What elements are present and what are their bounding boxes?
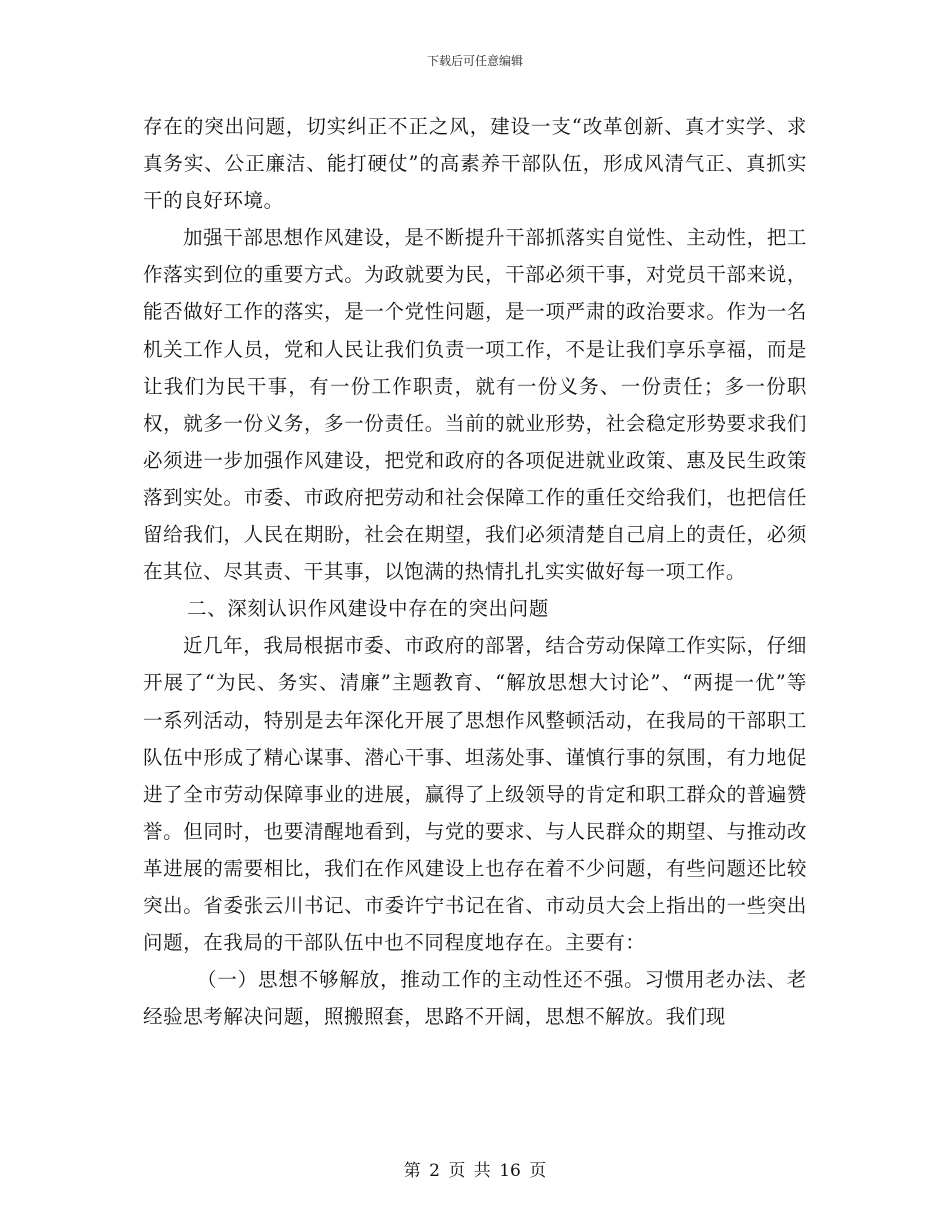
paragraph-3: 近几年，我局根据市委、市政府的部署，结合劳动保障工作实际，仔细开展了“为民、务实、清廉”主题教育、“解放思想大讨论”、“两提一优”等一系列活动，特别是去年深化开展了思想作风整顿活动，在我局的干部职工队伍中形成了精心谋事、潜心干事、坦荡处事、谨慎行事的氛围，有力地促进了全市劳动保障事业的进展，赢得了上级领导的肯定和职工群众的普遍赞誉。但同时，也要清醒地看到，与党的要求、与人民群众的期望、与推动改革进展的需要相比，我们在作风建设上也存在着不少问题，有些问题还比较突出。省委张云川书记、市委许宁书记在省、市动员大会上指出的一些突出问题，在我局的干部队伍中也不同程度地存在。主要有： [143, 634, 807, 955]
section-heading-2: 二、深刻认识作风建设中存在的突出问题 [187, 597, 549, 621]
page-footer: 第 2 页 共 16 页 [403, 1161, 547, 1181]
paragraph-1: 存在的突出问题，切实纠正不正之风，建设一支“改革创新、真才实学、求真务实、公正廉洁、能打硬仗”的高素养干部队伍，形成风清气正、真抓实干的良好环境。 [143, 115, 807, 213]
document-body [143, 108, 807, 1035]
paragraph-4: （一）思想不够解放，推动工作的主动性还不强。习惯用老办法、老经验思考解决问题，照搬照套，思路不开阔，思想不解放。我们现 [143, 968, 807, 1029]
paragraph-2: 加强干部思想作风建设，是不断提升干部抓落实自觉性、主动性，把工作落实到位的重要方式。为政就要为民，干部必须干事，对党员干部来说，能否做好工作的落实，是一个党性问题，是一项严肃的政治要求。作为一名机关工作人员，党和人民让我们负责一项工作，不是让我们享乐享福，而是让我们为民干事，有一份工作职责，就有一份义务、一份责任；多一份职权，就多一份义务，多一份责任。当前的就业形势，社会稳定形势要求我们必须进一步加强作风建设，把党和政府的各项促进就业政策、惠及民生政策落到实处。市委、市政府把劳动和社会保障工作的重任交给我们，也把信任留给我们，人民在期盼，社会在期望，我们必须清楚自己肩上的责任，必须在其位、尽其责、干其事，以饱满的热情扎扎实实做好每一项工作。 [143, 226, 807, 584]
page-header: 下载后可任意编辑 [426, 54, 523, 68]
